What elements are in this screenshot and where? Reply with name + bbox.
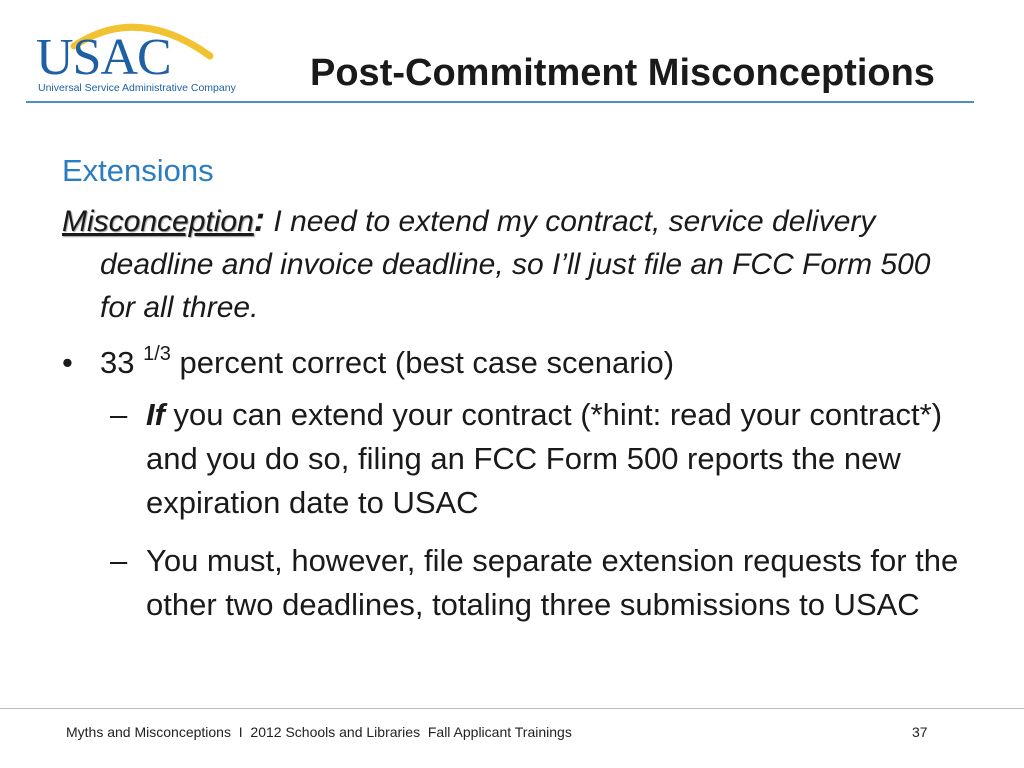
misconception-text: I need to extend my contract, service delivery deadline and invoice deadline, so I’ll just file an FCC Form 500 for all three. [100,205,931,325]
misconception-label: Misconception [62,205,254,239]
sub-bullet-marker: – [110,543,128,579]
sub-bullet-item [62,539,962,627]
bullet-text-start: 33 [100,345,144,381]
section-heading: Extensions [62,153,214,188]
sub-bullet-item [62,393,962,525]
bullet-item [62,341,962,385]
footer-text: Myths and Misconceptions I 2012 Schools and Libraries Fall Applicant Trainings [66,724,572,740]
footer-divider [0,708,1024,709]
sub-bullet-emphasis: If [146,397,165,433]
slide-title: Post-Commitment Misconceptions [310,52,935,94]
title-divider [26,101,974,103]
sub-bullet-text: You must, however, file separate extension requests for the other two deadlines, totaling three submissions to USAC [146,543,959,623]
logo-wordmark: USAC [36,29,171,86]
slide-body [62,152,962,627]
misconception-paragraph [62,199,962,329]
bullet-marker: • [62,345,73,381]
misconception-colon: : [253,201,266,240]
page-number: 37 [912,724,928,740]
bullet-text-end: percent correct (best case scenario) [170,345,675,381]
bullet-fraction: 1/3 [143,343,171,366]
usac-logo [30,12,236,96]
sub-bullet-text: you can extend your contract (*hint: read your contract*) and you do so, filing an FCC Form 500 reports the new expiration date to USAC [146,397,943,521]
sub-bullet-marker: – [110,397,128,433]
logo-tagline: Universal Service Administrative Company [38,82,236,94]
